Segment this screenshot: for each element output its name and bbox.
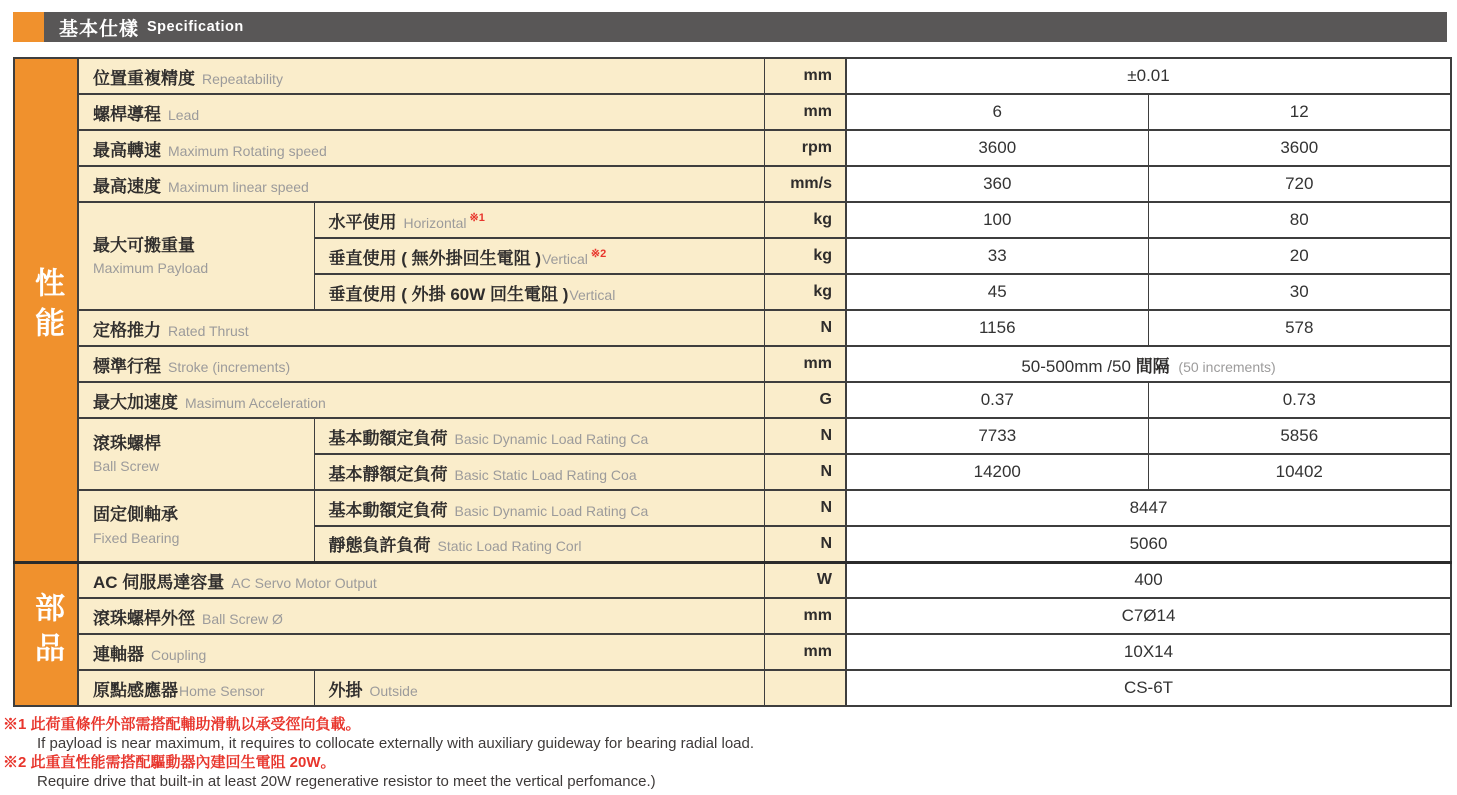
unit-cell: kg — [764, 238, 846, 274]
value-cell: 3600 — [1148, 130, 1451, 166]
spec-label: 最大加速度 Masimum Acceleration — [78, 382, 764, 418]
unit-cell: mm/s — [764, 166, 846, 202]
group-label-max-payload: 最大可搬重量 Maximum Payload — [78, 202, 314, 310]
value-cell: 30 — [1148, 274, 1451, 310]
spec-label: 最高速度 Maximum linear speed — [78, 166, 764, 202]
spec-label: AC 伺服馬達容量 AC Servo Motor Output — [78, 562, 764, 598]
spec-label: 原點感應器Home Sensor — [78, 670, 314, 706]
value-cell: 6 — [846, 94, 1148, 130]
row-bearing-dynamic — [14, 490, 1451, 526]
row-rated-thrust — [14, 310, 1451, 346]
row-lead — [14, 94, 1451, 130]
value-cell: 20 — [1148, 238, 1451, 274]
value-cell: 12 — [1148, 94, 1451, 130]
row-max-acceleration — [14, 382, 1451, 418]
unit-cell: N — [764, 418, 846, 454]
spec-label: 定格推力 Rated Thrust — [78, 310, 764, 346]
page-title-en: Specification — [147, 19, 244, 35]
row-ballscrew-diameter — [14, 598, 1451, 634]
unit-cell: kg — [764, 274, 846, 310]
row-max-linear-speed — [14, 166, 1451, 202]
unit-cell: mm — [764, 94, 846, 130]
unit-cell: mm — [764, 634, 846, 670]
unit-cell: mm — [764, 346, 846, 382]
specification-table — [13, 57, 1452, 707]
value-cell: CS-6T — [846, 670, 1451, 706]
spec-sublabel: 基本靜額定負荷 Basic Static Load Rating Coa — [314, 454, 764, 490]
group-label-ball-screw: 滾珠螺桿 Ball Screw — [78, 418, 314, 490]
value-cell: 14200 — [846, 454, 1148, 490]
spec-label: 最高轉速 Maximum Rotating speed — [78, 130, 764, 166]
section-label-performance: 性能 — [14, 58, 78, 562]
orange-accent-square — [13, 12, 44, 42]
value-cell: ±0.01 — [846, 58, 1451, 94]
spec-sublabel: 基本動額定負荷 Basic Dynamic Load Rating Ca — [314, 490, 764, 526]
value-cell: 80 — [1148, 202, 1451, 238]
spec-label: 滾珠螺桿外徑 Ball Screw Ø — [78, 598, 764, 634]
value-cell: 360 — [846, 166, 1148, 202]
footnotes — [3, 715, 1457, 791]
value-cell: 0.37 — [846, 382, 1148, 418]
footnote-2-zh: ※2 此重直性能需搭配驅動器內建回生電阻 20W。 — [3, 754, 336, 771]
unit-cell: rpm — [764, 130, 846, 166]
value-cell: 5060 — [846, 526, 1451, 562]
spec-sublabel: 外掛 Outside — [314, 670, 764, 706]
value-cell: 10X14 — [846, 634, 1451, 670]
row-stroke — [14, 346, 1451, 382]
footnote-ref-1: ※1 — [469, 212, 485, 225]
spec-sublabel: 靜態負許負荷 Static Load Rating Corl — [314, 526, 764, 562]
unit-cell: N — [764, 490, 846, 526]
unit-cell: mm — [764, 58, 846, 94]
page-title-zh: 基本仕樣 — [59, 18, 140, 40]
unit-cell: kg — [764, 202, 846, 238]
value-cell: 1156 — [846, 310, 1148, 346]
value-cell: 5856 — [1148, 418, 1451, 454]
unit-cell-empty — [764, 670, 846, 706]
value-cell: 33 — [846, 238, 1148, 274]
spec-sublabel: 基本動額定負荷 Basic Dynamic Load Rating Ca — [314, 418, 764, 454]
unit-cell: W — [764, 562, 846, 598]
spec-sublabel: 垂直使用 ( 外掛 60W 回生電阻 )Vertical — [314, 274, 764, 310]
group-label-fixed-bearing: 固定側軸承 Fixed Bearing — [78, 490, 314, 562]
spec-label: 標準行程 Stroke (increments) — [78, 346, 764, 382]
value-cell: 400 — [846, 562, 1451, 598]
header-title-bar — [44, 12, 1447, 42]
footnote-2-en: Require drive that built-in at least 20W regenerative resistor to meet the vertical perfomance.) — [37, 773, 656, 790]
value-cell: 8447 — [846, 490, 1451, 526]
value-cell: 3600 — [846, 130, 1148, 166]
value-cell: 0.73 — [1148, 382, 1451, 418]
row-home-sensor — [14, 670, 1451, 706]
row-max-rotating-speed — [14, 130, 1451, 166]
section-label-parts: 部品 — [14, 562, 78, 706]
spec-label: 位置重複精度 Repeatability — [78, 58, 764, 94]
unit-cell: N — [764, 454, 846, 490]
footnote-1-zh: ※1 此荷重條件外部需搭配輔助滑軌以承受徑向負載。 — [3, 716, 361, 733]
spec-sublabel: 垂直使用 ( 無外掛回生電阻 )Vertical $^{※2}$ — [314, 238, 764, 274]
footnote-1-en: If payload is near maximum, it requires to collocate externally with auxiliary guideway for bearing radial load. — [37, 735, 755, 752]
value-cell: 45 — [846, 274, 1148, 310]
section-header — [13, 12, 1447, 42]
row-coupling — [14, 634, 1451, 670]
value-cell-stroke: 50-500mm /50 間隔 (50 increments) — [846, 346, 1451, 382]
spec-sublabel: 水平使用 Horizontal $^{※1}$ — [314, 202, 764, 238]
unit-cell: mm — [764, 598, 846, 634]
spec-label: 螺桿導程 Lead — [78, 94, 764, 130]
value-cell: 10402 — [1148, 454, 1451, 490]
row-ballscrew-dynamic — [14, 418, 1451, 454]
footnote-ref-2: ※2 — [590, 248, 607, 261]
unit-cell: G — [764, 382, 846, 418]
spec-label: 連軸器 Coupling — [78, 634, 764, 670]
value-cell: C7Ø14 — [846, 598, 1451, 634]
row-repeatability — [14, 58, 1451, 94]
unit-cell: N — [764, 310, 846, 346]
row-payload-horizontal — [14, 202, 1451, 238]
row-servo-output — [14, 562, 1451, 598]
value-cell: 7733 — [846, 418, 1148, 454]
value-cell: 100 — [846, 202, 1148, 238]
value-cell: 578 — [1148, 310, 1451, 346]
unit-cell: N — [764, 526, 846, 562]
value-cell: 720 — [1148, 166, 1451, 202]
